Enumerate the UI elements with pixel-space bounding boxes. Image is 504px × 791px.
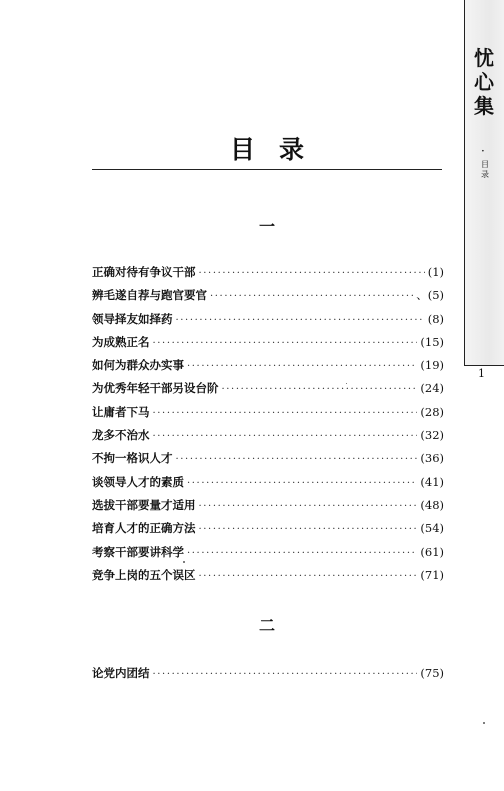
toc-entry-page: 、(5) bbox=[416, 288, 444, 303]
toc-entry-page: (19) bbox=[420, 358, 444, 373]
dot-leader bbox=[153, 402, 418, 425]
toc-list-1 bbox=[92, 261, 444, 587]
dot-leader bbox=[187, 542, 417, 565]
toc-entry-page: (61) bbox=[420, 544, 444, 559]
dot-leader bbox=[199, 262, 425, 285]
toc-entry[interactable] bbox=[92, 377, 444, 400]
toc-entry-title: 考察干部要讲科学 bbox=[92, 544, 184, 559]
toc-entry[interactable] bbox=[92, 331, 444, 354]
toc-entry[interactable] bbox=[92, 471, 444, 494]
toc-entry-page: (15) bbox=[420, 334, 444, 349]
toc-entry-title: 龙多不治水 bbox=[92, 428, 150, 443]
dot-leader bbox=[199, 565, 418, 588]
toc-entry-page: (71) bbox=[420, 567, 444, 582]
toc-entry[interactable] bbox=[92, 517, 444, 540]
dot-leader bbox=[153, 332, 418, 355]
dot-leader bbox=[176, 448, 418, 471]
section-label-char: 目 bbox=[481, 160, 489, 169]
running-book-title bbox=[469, 46, 499, 118]
toc-entry-page: (36) bbox=[420, 451, 444, 466]
toc-entry-page: (41) bbox=[420, 474, 444, 489]
running-section-label bbox=[478, 160, 492, 180]
toc-entry-page: (8) bbox=[427, 311, 444, 326]
toc-entry[interactable] bbox=[92, 424, 444, 447]
toc-entry-title: 如何为群众办实事 bbox=[92, 358, 184, 373]
toc-entry-title: 不拘一格识人才 bbox=[92, 451, 173, 466]
dot-leader bbox=[187, 355, 417, 378]
dot-leader bbox=[222, 378, 418, 401]
toc-entry-page: (32) bbox=[420, 428, 444, 443]
dot-leader bbox=[199, 495, 418, 518]
toc-entry-page: (54) bbox=[420, 521, 444, 536]
toc-entry[interactable] bbox=[92, 541, 444, 564]
toc-entry-title: 领导择友如择药 bbox=[92, 311, 173, 326]
scan-speck bbox=[183, 561, 185, 563]
toc-entry-title: 选拔干部要量才适用 bbox=[92, 497, 196, 512]
section-mark-2: 二 bbox=[258, 616, 275, 635]
running-title-dot: · bbox=[481, 144, 485, 158]
page-number: 1 bbox=[478, 367, 485, 380]
toc-entry[interactable] bbox=[92, 261, 444, 284]
toc-list-2 bbox=[92, 662, 444, 685]
scan-speck bbox=[346, 383, 347, 384]
toc-entry-title: 谈领导人才的素质 bbox=[92, 474, 184, 489]
margin-strip-rule bbox=[465, 365, 504, 367]
toc-entry[interactable] bbox=[92, 401, 444, 424]
dot-leader bbox=[210, 285, 413, 308]
toc-entry[interactable] bbox=[92, 354, 444, 377]
scan-speck bbox=[483, 722, 485, 724]
toc-entry[interactable] bbox=[92, 308, 444, 331]
toc-entry[interactable] bbox=[92, 494, 444, 517]
toc-entry-title: 正确对待有争议干部 bbox=[92, 265, 196, 279]
title-underline bbox=[92, 169, 442, 170]
toc-entry-page: (1) bbox=[427, 265, 444, 279]
toc-entry[interactable] bbox=[92, 662, 444, 685]
book-title-char: 心 bbox=[474, 70, 494, 94]
dot-leader bbox=[176, 309, 425, 332]
toc-entry-title: 论党内团结 bbox=[92, 666, 150, 680]
toc-entry[interactable] bbox=[92, 284, 444, 307]
dot-leader bbox=[199, 518, 418, 541]
toc-entry-title: 辨毛遂自荐与跑官要官 bbox=[92, 288, 207, 303]
dot-leader bbox=[153, 663, 418, 686]
toc-entry[interactable] bbox=[92, 564, 444, 587]
toc-entry-page: (28) bbox=[420, 404, 444, 419]
toc-entry-title: 为成熟正名 bbox=[92, 334, 150, 349]
toc-entry-page: (24) bbox=[420, 381, 444, 396]
toc-entry-page: (75) bbox=[420, 666, 444, 680]
toc-entry-title: 为优秀年轻干部另设台阶 bbox=[92, 381, 219, 396]
toc-entry-title: 竞争上岗的五个误区 bbox=[92, 567, 196, 582]
dot-leader bbox=[187, 472, 417, 495]
page-title: 目录 bbox=[229, 135, 328, 164]
toc-entry-page: (48) bbox=[420, 497, 444, 512]
section-label-char: 录 bbox=[481, 170, 489, 179]
section-mark-1: 一 bbox=[258, 217, 275, 236]
toc-entry-title: 让庸者下马 bbox=[92, 404, 150, 419]
dot-leader bbox=[153, 425, 418, 448]
book-title-char: 集 bbox=[474, 94, 494, 118]
toc-entry-title: 培育人才的正确方法 bbox=[92, 521, 196, 536]
toc-entry[interactable] bbox=[92, 447, 444, 470]
book-title-char: 忧 bbox=[474, 46, 494, 70]
